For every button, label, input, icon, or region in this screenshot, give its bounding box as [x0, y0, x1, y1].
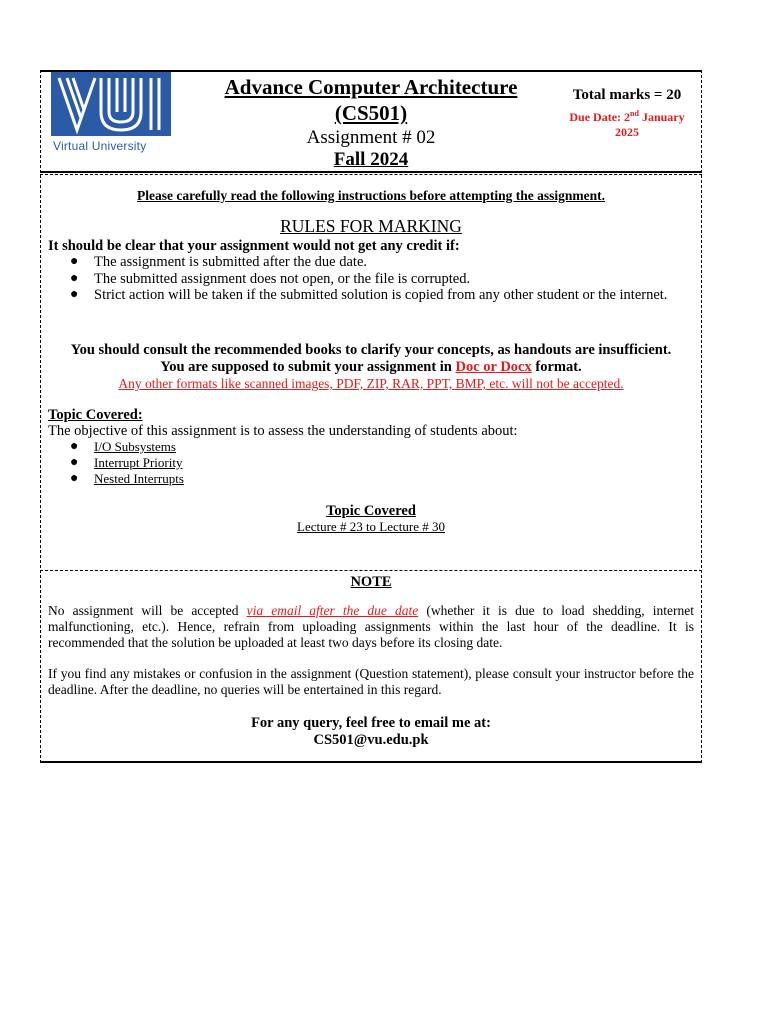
- rule-text: Strict action will be taken if the submitted solution is copied from any other student or the internet.: [94, 287, 668, 303]
- assignment-frame: [40, 70, 702, 763]
- list-item: [48, 471, 184, 487]
- rules-list: [48, 254, 694, 304]
- bullet-icon: ●: [70, 270, 79, 286]
- semester: Fall 2024: [333, 149, 409, 170]
- lecture-range: Lecture # 23 to Lecture # 30: [297, 519, 445, 534]
- contact-email[interactable]: CS501@vu.edu.pk: [313, 732, 429, 748]
- title-block: [190, 74, 552, 170]
- bullet-icon: ●: [70, 287, 79, 302]
- query-line: For any query, feel free to email me at:: [251, 715, 491, 731]
- logo-text: Virtual University: [53, 139, 147, 153]
- consult-note: You should consult the recommended books to clarify your concepts, as handouts are insufficient.: [70, 342, 672, 358]
- topic-text: Interrupt Priority: [94, 455, 183, 470]
- topic-list: [48, 439, 184, 487]
- right-border: [701, 70, 702, 763]
- total-marks: Total marks = 20: [572, 87, 682, 103]
- course-title: Advance Computer Architecture: [224, 75, 518, 99]
- read-note: Please carefully read the following instructions before attempting the assignment.: [137, 188, 605, 203]
- topic-covered-heading: Topic Covered: [326, 503, 416, 519]
- list-item: [48, 287, 694, 304]
- due-date: [558, 106, 696, 140]
- rule-text: The assignment is submitted after the due date.: [94, 254, 368, 270]
- bullet-icon: ●: [70, 471, 79, 486]
- topic-text: Nested Interrupts: [94, 471, 184, 486]
- formats-warning: Any other formats like scanned images, PDF, ZIP, RAR, PPT, BMP, etc. will not be accepted.: [118, 376, 624, 391]
- submit-format-note: [48, 359, 694, 376]
- due-date-sup: nd: [630, 109, 639, 118]
- note-divider: [40, 570, 702, 571]
- list-item: [48, 271, 694, 288]
- note-para1-suffix: (whether it is due to load shedding, internet malfunctioning, etc.). Hence, refrain from uploading assignments within the last hour of the deadline. It is recommended that the solution be uploaded at least two days before its closing date.: [48, 603, 695, 650]
- due-date-suffix: January 2025: [615, 110, 685, 139]
- bottom-border: [40, 761, 702, 763]
- header-divider-lower: [40, 174, 702, 175]
- bullet-icon: ●: [70, 439, 79, 454]
- note-title: NOTE: [350, 574, 392, 590]
- query-block: [48, 715, 694, 749]
- note-paragraph-2: If you find any mistakes or confusion in the assignment (Question statement), please consult your instructor before the deadline. After the deadline, no queries will be entertained in this regard.: [48, 666, 694, 697]
- list-item: [48, 455, 184, 471]
- submit-format: Doc or Docx: [455, 359, 532, 375]
- left-border: [40, 70, 41, 763]
- submit-suffix: format.: [531, 359, 582, 375]
- note-para1-emphasis: via email after the due date: [246, 603, 419, 618]
- assignment-number: Assignment # 02: [306, 127, 436, 148]
- bullet-icon: ●: [70, 254, 79, 269]
- topic-covered-label: Topic Covered:: [48, 407, 143, 423]
- objective-text: The objective of this assignment is to assess the understanding of students about:: [48, 423, 518, 439]
- note-para1-prefix: No assignment will be accepted: [48, 603, 247, 618]
- topic-text: I/O Subsystems: [94, 439, 176, 454]
- submit-prefix: You are supposed to submit your assignment in: [160, 359, 456, 375]
- course-code: (CS501): [334, 101, 408, 125]
- header: [40, 70, 702, 172]
- rules-heading: RULES FOR MARKING: [280, 216, 462, 236]
- note-paragraph-1: [48, 603, 694, 651]
- vu-logo-mark: [51, 72, 171, 136]
- due-date-prefix: Due Date: 2: [569, 110, 631, 124]
- rule-text: The submitted assignment does not open, or the file is corrupted.: [94, 270, 471, 287]
- credit-line: It should be clear that your assignment would not get any credit if:: [48, 238, 460, 254]
- bullet-icon: ●: [70, 455, 79, 470]
- marks-block: [558, 86, 696, 140]
- list-item: [48, 254, 694, 271]
- vu-logo: [51, 72, 171, 154]
- list-item: [48, 439, 184, 455]
- vu-monogram-icon: [51, 72, 171, 136]
